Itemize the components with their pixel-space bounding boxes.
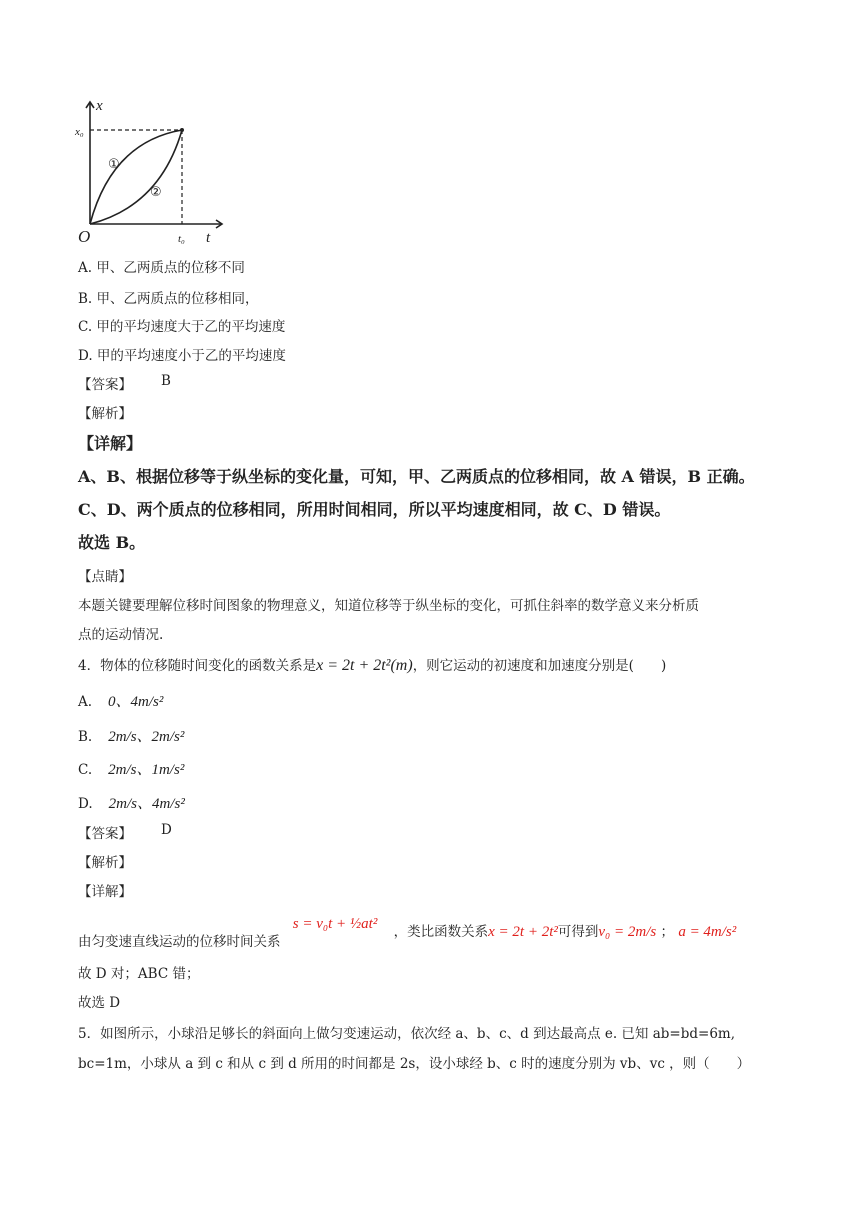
q4-formula-s: s = v₀t + ½at² — [292, 916, 378, 932]
q3-detail-line-3: 故选 B。 — [78, 533, 146, 552]
q4-line-3: 故选 D — [78, 995, 121, 1011]
q3-answer-value: B — [161, 373, 171, 389]
x0-label: x₀ — [75, 126, 84, 138]
q3-comment-line-2: 点的运动情况. — [78, 627, 164, 643]
q4-option-letter: A. — [78, 694, 93, 710]
position-time-graph — [72, 96, 232, 246]
q4-option-letter: C. — [78, 762, 93, 778]
q3-detail-line-1: A、B、根据位移等于纵坐标的变化量，可知，甲、乙两质点的位移相同，故 A 错误，B 正确。 — [78, 467, 755, 486]
q4-detail-mid2: 可得到 — [557, 924, 599, 940]
q3-comment-line-1: 本题关键要理解位移时间图象的物理意义，知道位移等于纵坐标的变化，可抓住斜率的数学意义来分析质 — [78, 598, 699, 614]
q4-detail-mid: ，类比函数关系 — [393, 924, 489, 940]
q4-option-value: 2m/s、4m/s² — [108, 796, 185, 812]
q3-option-c: C. 甲的平均速度大于乙的平均速度 — [78, 319, 286, 335]
q4-option-value: 2m/s、2m/s² — [108, 729, 185, 745]
curve-2-label: ② — [150, 185, 162, 200]
q4-option-letter: D. — [78, 796, 93, 812]
q4-detail-label: 【详解】 — [78, 884, 132, 900]
q4-option-value: 2m/s、1m/s² — [108, 762, 185, 778]
q4-detail-prefix: 由匀变速直线运动的位移时间关系 — [78, 934, 281, 950]
q4-option-a — [78, 690, 163, 711]
q4-stem — [78, 654, 666, 675]
q4-stem-suffix: ，则它运动的初速度和加速度分别是( ) — [412, 658, 667, 674]
q4-detail-sep: ； — [660, 924, 675, 940]
q4-answer-label: 【答案】 — [78, 826, 132, 842]
q4-answer-value: D — [161, 822, 172, 838]
q4-stem-prefix: 4．物体的位移随时间变化的函数关系是 — [78, 658, 317, 674]
q4-stem-formula: x = 2t + 2t²(m) — [316, 657, 413, 674]
q4-formula-v0: v₀ = 2m/s — [598, 924, 657, 940]
curve-1 — [90, 130, 182, 224]
q4-option-c — [78, 758, 184, 779]
q4-detail-line — [78, 916, 737, 950]
q4-option-letter: B. — [78, 729, 93, 745]
q4-option-value: 0、4m/s² — [108, 694, 164, 710]
q4-analysis-label: 【解析】 — [78, 855, 132, 871]
q3-answer-label: 【答案】 — [78, 377, 132, 393]
curve-1-label: ① — [108, 157, 120, 172]
q3-analysis-label: 【解析】 — [78, 406, 132, 422]
q4-option-d — [78, 792, 185, 813]
axis-y-label: x — [96, 98, 103, 114]
q3-detail-label: 【详解】 — [78, 434, 143, 453]
q4-formula-x: x = 2t + 2t² — [488, 924, 558, 940]
q4-formula-a: a = 4m/s² — [678, 924, 737, 940]
q5-line-2: bc=1m，小球从 a 到 c 和从 c 到 d 所用的时间都是 2s，设小球经 b、c 时的速度分别为 vb、vc ，则（ ） — [78, 1056, 751, 1072]
q4-option-b — [78, 725, 184, 746]
axis-x-label: t — [206, 230, 211, 246]
endpoint-dot — [180, 128, 184, 132]
q3-comment-label: 【点睛】 — [78, 569, 132, 585]
q3-option-a: A. 甲、乙两质点的位移不同 — [78, 260, 245, 276]
q5-line-1: 5．如图所示，小球沿足够长的斜面向上做匀变速运动，依次经 a、b、c、d 到达最高点 e. 已知 ab=bd=6m, — [78, 1026, 735, 1042]
q3-option-b: B. 甲、乙两质点的位移相同， — [78, 291, 259, 307]
q3-detail-line-2: C、D、两个质点的位移相同，所用时间相同，所以平均速度相同，故 C、D 错误。 — [78, 500, 671, 519]
curve-2 — [90, 130, 182, 224]
q3-option-d: D. 甲的平均速度小于乙的平均速度 — [78, 348, 286, 364]
t0-label: t₀ — [178, 233, 185, 245]
origin-label: O — [78, 227, 91, 246]
q4-line-2: 故 D 对；ABC 错； — [78, 966, 200, 982]
